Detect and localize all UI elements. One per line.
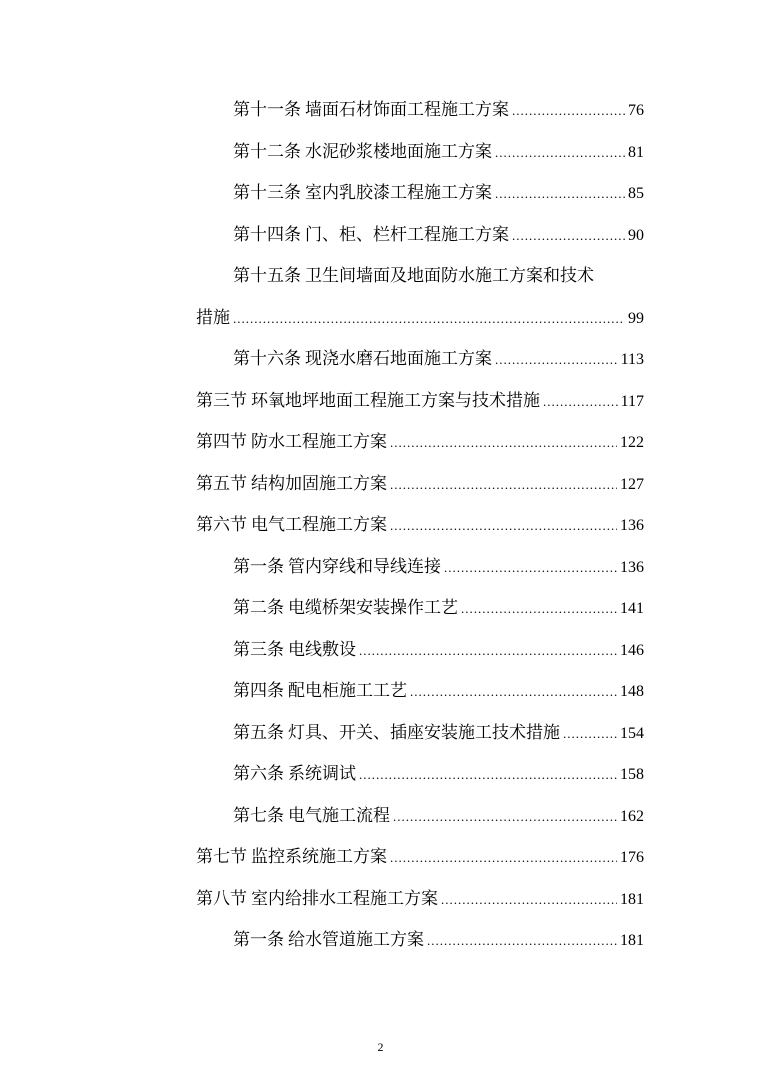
toc-entry-title: 灯具、开关、插座安装施工技术措施 [288,722,560,743]
toc-entry-number: 第十二条 [233,141,301,162]
toc-entry-number: 第十一条 [233,100,301,120]
toc-leader-dots [543,381,618,423]
toc-entry-title: 电气施工流程 [288,805,390,826]
toc-entry[interactable] [196,754,644,796]
toc-entry[interactable] [196,920,644,962]
toc-entry-label [233,713,560,755]
toc-entry[interactable] [196,796,644,838]
toc-entry-page: 122 [620,434,644,451]
toc-entry-label [233,215,509,257]
toc-entry[interactable] [196,671,644,713]
toc-entry-label [233,132,492,174]
toc-entry-title: 室内给排水工程施工方案 [251,888,438,909]
toc-entry-number: 第一条 [233,930,284,950]
toc-entry-page: 146 [620,641,644,659]
toc-entry-page: 85 [628,185,644,202]
toc-entry-title: 结构加固施工方案 [251,473,387,494]
toc-entry-number: 第一条 [233,556,284,577]
toc-entry-number: 第七节 [196,847,247,867]
toc-entry-page: 181 [620,890,644,908]
toc-leader-dots [359,630,617,672]
toc-entry-label [196,879,438,921]
toc-entry-label [196,464,387,506]
toc-entry-title: 系统调试 [288,764,356,784]
toc-entry-title: 现浇水磨石地面施工方案 [305,349,492,369]
toc-entry-number: 第十四条 [233,224,301,245]
toc-entry[interactable] [196,381,644,423]
toc-leader-dots [512,90,625,132]
toc-leader-dots [390,837,617,879]
toc-entry-label [196,422,387,464]
toc-entry[interactable] [196,630,644,672]
toc-entry-title: 水泥砂浆楼地面施工方案 [305,141,492,162]
toc-leader-dots [495,173,625,215]
toc-entry[interactable] [196,505,644,547]
toc-leader-dots [390,422,617,464]
toc-entry-title: 电缆桥架安装操作工艺 [288,598,458,618]
toc-entry-page: 154 [620,724,644,742]
toc-entry-number: 第八节 [196,888,247,909]
toc-entry[interactable] [196,90,644,132]
toc-entry-page: 181 [620,932,644,949]
page-number: 2 [377,1040,384,1054]
toc-entry-title: 电线敷设 [288,639,356,660]
toc-entry-multiline-first[interactable] [196,256,644,298]
toc-entry[interactable] [196,588,644,630]
toc-leader-dots [441,879,617,921]
toc-entry-page: 99 [628,309,644,327]
toc-leader-dots [563,713,617,755]
toc-leader-dots [390,505,617,547]
toc-entry[interactable] [196,547,644,589]
toc-entry[interactable] [196,215,644,257]
toc-entry-number: 第六节 [196,515,247,535]
toc-entry-label [233,266,594,286]
toc-entry-number: 第六条 [233,764,284,784]
table-of-contents [196,90,644,962]
toc-entry[interactable] [196,879,644,921]
toc-entry-page: 136 [620,517,644,534]
toc-entry-number: 第三节 [196,390,247,411]
toc-entry-title: 电气工程施工方案 [251,515,387,535]
toc-entry-title: 给水管道施工方案 [288,930,424,950]
toc-entry-label [233,671,407,713]
toc-entry-title: 门、柜、栏杆工程施工方案 [305,224,509,245]
toc-entry-number: 第四条 [233,681,284,701]
toc-entry[interactable] [196,422,644,464]
toc-leader-dots [233,298,625,340]
toc-entry-number: 第七条 [233,805,284,826]
toc-entry-number: 第十五条 [233,266,301,286]
toc-entry-title: 卫生间墙面及地面防水施工方案和技术 [305,266,594,286]
toc-entry[interactable] [196,464,644,506]
toc-entry-page: 90 [628,226,644,244]
toc-leader-dots [393,796,617,838]
toc-entry-page: 76 [628,102,644,119]
toc-entry-page: 158 [620,766,644,783]
toc-entry-label [233,173,492,215]
toc-entry-page: 81 [628,143,644,161]
toc-entry-label [233,547,441,589]
toc-leader-dots [427,920,617,962]
toc-entry[interactable] [196,339,644,381]
toc-entry-label [233,90,509,132]
toc-entry-label [233,796,390,838]
toc-entry-number: 第三条 [233,639,284,660]
toc-entry-page: 117 [620,392,644,410]
toc-entry-title: 防水工程施工方案 [251,432,387,452]
toc-entry-title: 环氧地坪地面工程施工方案与技术措施 [251,390,540,411]
toc-entry[interactable] [196,837,644,879]
toc-leader-dots [390,464,617,506]
toc-entry[interactable] [196,713,644,755]
toc-entry-title: 配电柜施工工艺 [288,681,407,701]
toc-entry[interactable] [196,132,644,174]
toc-entry-label [233,630,356,672]
toc-leader-dots [461,588,617,630]
toc-entry-number: 第十三条 [233,183,301,203]
toc-entry-page: 136 [620,558,644,576]
toc-entry-label [196,505,387,547]
toc-entry-page: 176 [620,849,644,866]
toc-leader-dots [495,132,625,174]
toc-entry-number: 第五节 [196,473,247,494]
toc-leader-dots [359,754,617,796]
toc-entry[interactable] [196,173,644,215]
toc-entry-page: 127 [620,475,644,493]
toc-entry-label [196,837,387,879]
toc-entry-title-continued: 措施 [196,307,230,328]
toc-leader-dots [444,547,617,589]
toc-entry-number: 第四节 [196,432,247,452]
toc-entry-page: 148 [620,683,644,700]
toc-entry-label [196,381,540,423]
toc-entry-page: 141 [620,600,644,617]
toc-leader-dots [410,671,617,713]
toc-entry-label [233,920,424,962]
toc-entry-title: 室内乳胶漆工程施工方案 [305,183,492,203]
toc-entry-number: 第十六条 [233,349,301,369]
toc-entry-title: 管内穿线和导线连接 [288,556,441,577]
toc-entry-label [233,339,492,381]
toc-entry-number: 第五条 [233,722,284,743]
toc-entry-page: 113 [620,351,644,368]
toc-leader-dots [495,339,618,381]
toc-entry-title: 监控系统施工方案 [251,847,387,867]
toc-leader-dots [512,215,625,257]
toc-entry-number: 第二条 [233,598,284,618]
toc-entry-multiline-continued[interactable] [196,298,644,340]
toc-entry-label [233,588,458,630]
toc-entry-title: 墙面石材饰面工程施工方案 [305,100,509,120]
toc-entry-label [233,754,356,796]
toc-entry-page: 162 [620,807,644,825]
